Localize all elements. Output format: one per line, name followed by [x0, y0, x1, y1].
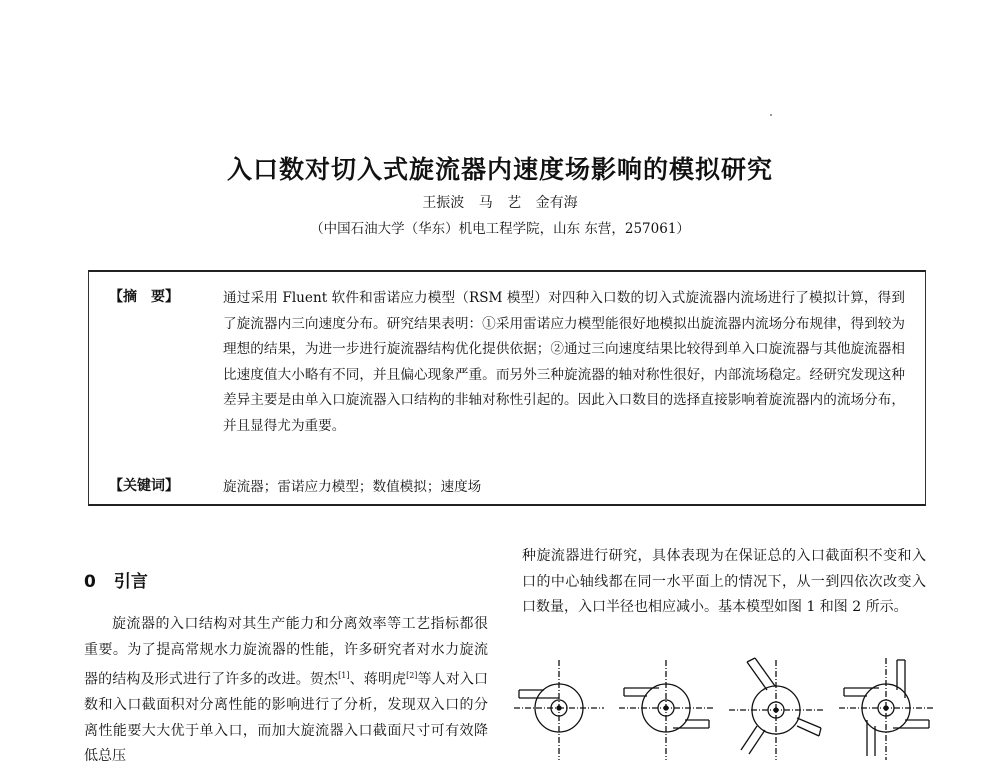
- keywords-label: 【关键词】: [109, 478, 179, 494]
- right-column-text: 种旋流器进行研究，具体表现为在保证总的入口截面积不变和入口的中心轴线都在同一水平面上的情况下，从一到四依次改变入口数量，入口半径也相应减小。基本模型如图 1 和图 2 所示。: [522, 548, 926, 615]
- hydrocyclone-inlet-figures: [514, 650, 934, 760]
- author-list: 王振波 马 艺 金有海: [422, 195, 578, 211]
- intro-paragraph: 旋流器的入口结构对其生产能力和分离效率等工艺指标都很重要。为了提高常规水力旋流器的性能，许多研究者对水力旋流器的结构及形式进行了许多的改进。: [84, 616, 488, 688]
- paper-title: 入口数对切入式旋流器内速度场影响的模拟研究: [226, 155, 773, 184]
- scan-speck: [770, 114, 772, 116]
- citation-ref-1[interactable]: [1]: [338, 671, 350, 680]
- intro-continuation: 等人对入口数和入口截面积对分离性能的影响进行了分析，发现双入口的分离性能要大大优于单入口，而加大旋流器入口截面尺寸可有效降低总压: [84, 671, 489, 765]
- section-heading: [84, 567, 148, 592]
- author-jiang: 、蒋明虎: [349, 671, 407, 688]
- figure-single-inlet: [514, 660, 604, 760]
- affiliation: （中国石油大学（华东）机电工程学院，山东 东营，257061）: [310, 221, 690, 237]
- figure-double-inlet: [619, 660, 714, 760]
- citation-ref-2[interactable]: [2]: [406, 671, 418, 680]
- left-column-text: [84, 612, 488, 770]
- author-he: 贺杰: [309, 671, 339, 688]
- section-title: 引言: [113, 572, 148, 592]
- abstract-box: [88, 270, 926, 506]
- keywords-text: 旋流器；雷诺应力模型；数值模拟；速度场: [223, 479, 482, 495]
- section-number: 0: [84, 572, 96, 592]
- figure-quad-inlet: [839, 658, 934, 760]
- abstract-label: 【摘 要】: [109, 289, 179, 305]
- abstract-text: 通过采用 Fluent 软件和雷诺应力模型（RSM 模型）对四种入口数的切入式旋流器内流场进行了模拟计算，得到了旋流器内三向速度分布。研究结果表明：①采用雷诺应力模型能很好地模拟出旋流器内流场分布规律，得到较为理想的结果，为进一步进行旋流器结构优化提供依据；②通过三向速度结果比较得到单入口旋流器与其他旋流器相比速度值大小略有不同，并且偏心现象严重。而另外三种旋流器的轴对称性很好，内部流场稳定。经研究发现这种差异主要是由单入口旋流器入口结构的非轴对称性引起的。因此入口数目的选择直接影响着旋流器内的流场分布，并且显得尤为重要。: [223, 290, 905, 434]
- figure-triple-inlet: [729, 658, 824, 760]
